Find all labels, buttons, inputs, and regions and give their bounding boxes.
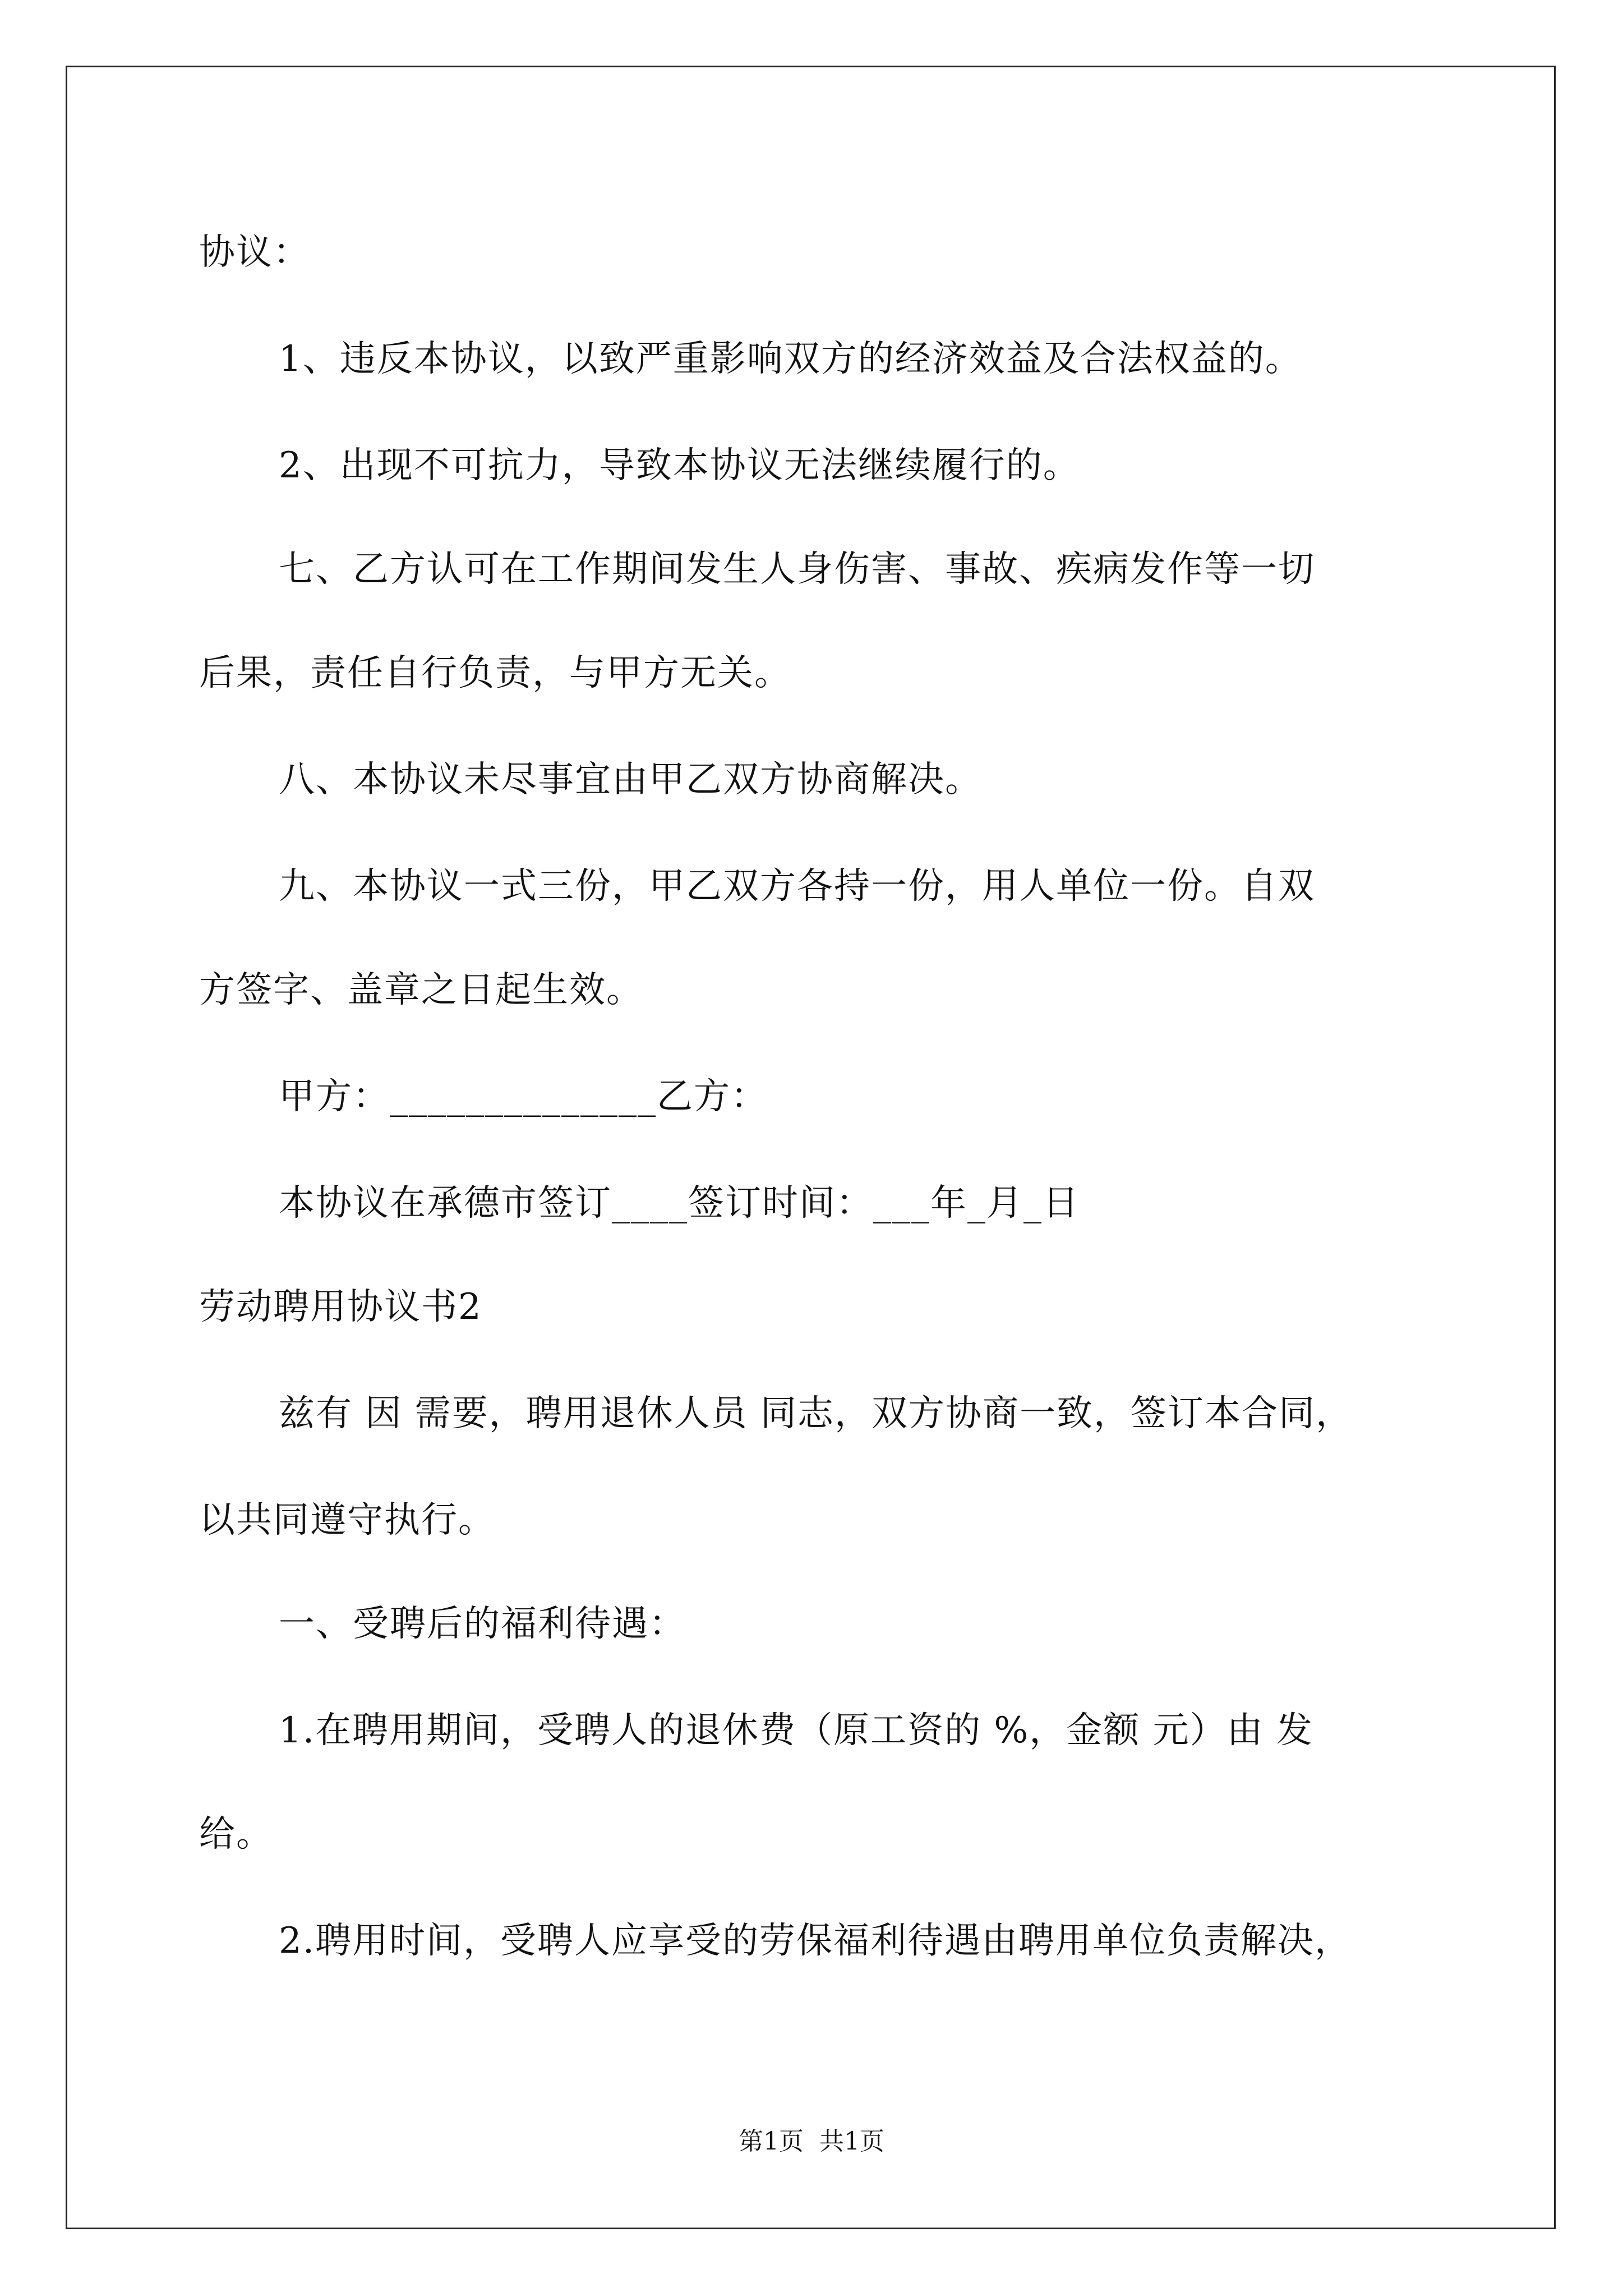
text-line-12: 兹有 因 需要，聘用退休人员 同志，双方协商一致，签订本合同， — [279, 1393, 1353, 1434]
text-line-3: 2、出现不可抗力，导致本协议无法继续履行的。 — [279, 445, 1080, 486]
text-line-17: 2.聘用时间，受聘人应享受的劳保福利待遇由聘用单位负责解决， — [279, 1920, 1352, 1962]
page-frame — [66, 66, 1556, 2229]
text-line-15: 1.在聘用期间，受聘人的退休费（原工资的 %，金额 元）由 发 — [279, 1710, 1313, 1751]
text-line-8: 方签字、盖章之日起生效。 — [199, 969, 643, 1011]
text-line-6: 八、本协议未尽事宜由甲乙双方协商解决。 — [279, 759, 982, 800]
text-line-1: 协议： — [199, 232, 310, 273]
text-line-10: 本协议在承德市签订____签订时间：___年_月_日 — [279, 1182, 1080, 1224]
page-footer: 第1页 共1页 — [739, 2127, 884, 2156]
text-line-7: 九、本协议一式三份，甲乙双方各持一份，用人单位一份。自双 — [279, 866, 1315, 907]
text-line-14: 一、受聘后的福利待遇： — [279, 1603, 686, 1645]
text-line-5: 后果，责任自行负责，与甲方无关。 — [199, 652, 791, 694]
text-line-2: 1、违反本协议，以致严重影响双方的经济效益及合法权益的。 — [279, 338, 1302, 380]
text-line-9: 甲方：______________乙方： — [279, 1076, 768, 1117]
text-line-4: 七、乙方认可在工作期间发生人身伤害、事故、疾病发作等一切 — [279, 549, 1315, 590]
text-line-16: 给。 — [199, 1814, 273, 1855]
text-line-13: 以共同遵守执行。 — [199, 1499, 495, 1541]
section-title: 劳动聘用协议书2 — [199, 1286, 482, 1328]
